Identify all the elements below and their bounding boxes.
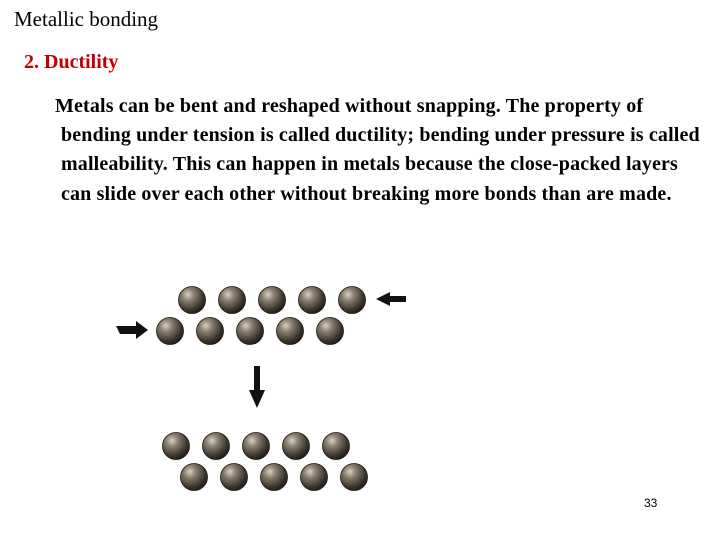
after-bottom-row-atom <box>221 464 248 491</box>
after-bottom-row-atom <box>181 464 208 491</box>
before-bottom-row-atom <box>317 318 344 345</box>
ductility-diagram-svg <box>100 262 420 507</box>
before-top-row-atom <box>299 287 326 314</box>
page-number: 33 <box>644 496 658 510</box>
push-left-icon <box>376 292 406 306</box>
before-layers <box>157 287 366 345</box>
slide-title: Metallic bonding <box>14 7 159 31</box>
before-bottom-row-atom <box>157 318 184 345</box>
after-bottom-row-atom <box>261 464 288 491</box>
before-top-row-atom <box>259 287 286 314</box>
before-bottom-row-atom <box>197 318 224 345</box>
ductility-diagram <box>100 262 420 507</box>
after-top-row-atom <box>243 433 270 460</box>
before-top-row-atom <box>219 287 246 314</box>
after-top-row-atom <box>203 433 230 460</box>
before-bottom-row-atom <box>237 318 264 345</box>
after-bottom-row-atom <box>341 464 368 491</box>
body-paragraph: Metals can be bent and reshaped without snapping. The property of bending under tension is called ductility; bending under pressure is called malleability. This can happen in metals because the close-packed layers can slide over each other without breaking more bonds than are made. <box>55 95 700 205</box>
push-right-icon <box>116 321 148 339</box>
after-top-row-atom <box>323 433 350 460</box>
section-heading: 2. Ductility <box>24 51 119 73</box>
after-bottom-row-atom <box>301 464 328 491</box>
before-top-row-atom <box>339 287 366 314</box>
after-layers <box>163 433 368 491</box>
after-top-row-atom <box>283 433 310 460</box>
before-top-row-atom <box>179 287 206 314</box>
after-top-row-atom <box>163 433 190 460</box>
down-arrow-icon <box>249 366 265 408</box>
before-bottom-row-atom <box>277 318 304 345</box>
